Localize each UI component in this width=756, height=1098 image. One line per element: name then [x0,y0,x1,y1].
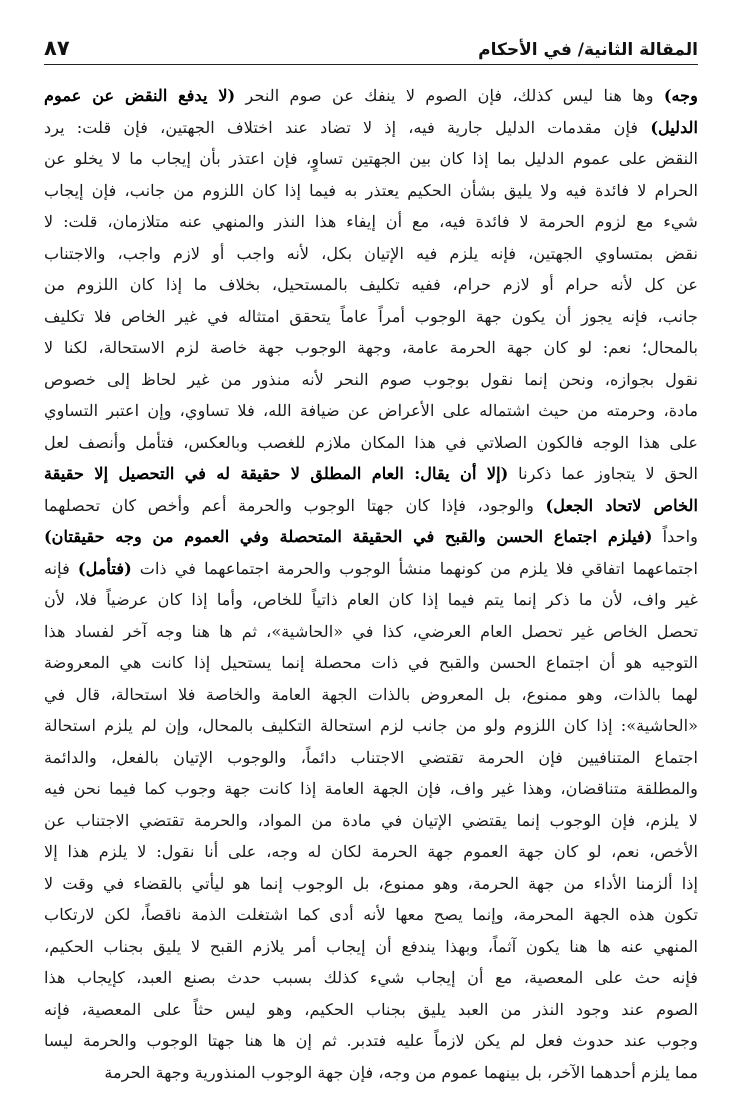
text-line [44,427,698,459]
text-segment: «الحاشية»: إذا كان اللزوم ولو من جانب لزم استحالة التكليف بالمحال، وإن لم يلزم استحالة [44,716,698,735]
text-line [44,1057,698,1089]
text-line [44,710,698,742]
bold-quoted-text: (إلا أن يقال: العام المطلق لا حقيقة له في التحصيل إلا حقيقة [44,464,509,483]
text-line [44,773,698,805]
text-line [44,175,698,207]
text-line [44,1025,698,1057]
text-segment: نقض بمتساوي الجهتين، فإنه يلزم فيه الإتيان بكل، لأنه واجب أو لازم واجب، والاجتناب [44,243,698,263]
text-line [44,994,698,1026]
text-line [44,332,698,364]
text-segment: المنهي عنه ها هنا يكون آثماً، وبهذا يندفع أن إيجاب أمر يلازم القبح لا يليق بجناب الحكيم، [44,936,698,956]
text-segment: على هذا الوجه فالكون الصلاتي في هذا المكان ملازم للغصب وبالعكس، فتأمل وأنصف لعل [44,432,698,452]
text-line [44,301,698,333]
text-line [44,553,698,585]
text-segment: الحق لا يتجاوز عما ذكرنا [508,464,698,483]
text-line [44,868,698,900]
text-line [44,206,698,238]
text-segment: لهما بالذات، وهو ممنوع، بل المعروض بالذات الجهة العامة والخاصة فلا استحالة، قال في [44,684,698,704]
text-segment: نقول بجوازه، ونحن إنما نقول بوجوب صوم النحر لأنه منذور من غير لحاظ إلى خصوص [44,369,698,389]
text-segment: تكون هذه الجهة المحرمة، وإنما يصح معها لأنه أدى كما اشتغلت الذمة ناقصاً، لكن لارتكاب [44,905,698,924]
running-title: المقالة الثانية/ في الأحكام [478,40,698,60]
header-rule [44,64,698,65]
bold-quoted-text: وجه) [663,86,698,105]
text-line [44,679,698,711]
text-line [44,143,698,175]
text-segment: تحصل الخاص غير تحصل العام العرضي، كذا في «الحاشية»، ثم ها هنا وجه آخر لفساد هذا [44,621,698,641]
text-segment: واحداً [652,527,698,546]
text-line [44,112,698,144]
text-line [44,742,698,774]
bold-quoted-text: الخاص لاتحاد الجعل) [545,495,698,515]
bold-quoted-text: الدليل) [650,117,698,137]
text-segment: بالمحال؛ نعم: لو كان جهة الحرمة عامة، وجهة الوجوب جهة خاصة لزم الاستحالة، لكنا لا [44,338,698,357]
text-segment: الصوم عند وجود النذر من العبد يليق بجناب الحكيم، وهو ليس حثاً على المعصية، فإنه [44,999,698,1019]
text-line [44,395,698,427]
text-line [44,364,698,396]
text-line [44,490,698,522]
page-number: ٨٧ [44,36,70,60]
text-line [44,584,698,616]
text-line [44,521,698,553]
text-segment: لا يلزم، فإن الوجوب إنما يقتضي الإتيان في مادة من المواد، والحرمة تقتضي الاجتناب عن [44,810,698,830]
body-text [44,80,698,1088]
text-segment: فإن مقدمات الدليل جارية فيه، إذ لا تضاد عند اختلاف الجهتين، فإن قلت: يرد [44,117,651,137]
text-segment: وجوب عند حدوث فعل لم يكن لازماً عليه فتدبر. ثم إن ها هنا جهتا الوجوب والحرمة ليسا [44,1031,698,1050]
text-line [44,931,698,963]
text-segment: فإنه [44,558,78,578]
text-segment: الأخص، نعم، لو كان جهة العموم جهة الحرمة لكان له وجه، على أنا نقول: لا يلزم هذا إلا [44,842,698,861]
text-segment: عن كل لأنه حرام أو لازم حرام، ففيه تكليف بالمستحيل، بخلاف ما إذا كان اللزوم من [44,275,698,294]
text-segment: شيء مع لزوم الحرمة لا فائدة فيه، مع أن إيفاء هذا النذر والمنهي عنه متلازمان، قلت: لا [44,212,698,231]
text-segment: مما يلزم أحدهما الآخر، بل بينهما عموم من وجه، فإن جهة الوجوب المنذورية وجهة الحرمة [104,1062,698,1082]
text-segment: فإنه حث على المعصية، مع أن إيجاب شيء كذلك بسبب حدث بصنع العبد، كإيجاب هذا [44,968,698,987]
text-segment: والمطلقة متناقضان، وهذا غير واف، فإن الجهة العامة إذا كانت جهة وجوب كما فيما نحن فيه [44,779,698,798]
text-segment: اجتماعهما اتفاقي فلا يلزم من كونهما منشأ الوجوب والحرمة اجتماعهما في ذات [131,558,698,578]
text-line [44,80,698,112]
text-line [44,269,698,301]
text-segment: جانب، فإنه يجوز أن يكون جهة الوجوب أمراً عاماً يتحقق امتثاله في غير الخاص فلا تكليف [44,306,698,326]
text-segment: غير واف، لأن ما ذكر إنما يتم فيما إذا كان العام ذاتياً للخاص، وأما إذا كان عرضياً فلا، لأن [44,590,698,609]
text-line [44,238,698,270]
page-header [44,26,698,60]
text-line [44,805,698,837]
text-segment: وها هنا ليس كذلك، فإن الصوم لا ينفك عن صوم النحر [235,86,664,105]
text-segment: اجتماع المتنافيين فإن الحرمة تقتضي الاجتناب دائماً، والوجوب الإتيان بالفعل، والدائمة [44,747,698,767]
text-line [44,899,698,931]
text-segment: مادة، وحرمته من حيث اشتماله على الأعراض عن ضيافة الله، فلا تساوي، وإن اعتبر التساوي [44,401,698,420]
text-segment: إذا ألزمنا الأداء من جهة الحرمة، وهو ممنوع، بل الوجوب إنما هو ليأتي بالقضاء في وقت لا [44,873,698,893]
bold-quoted-text: (لا يدفع النقض عن عموم [44,86,236,105]
text-line [44,836,698,868]
text-segment: النقض على عموم الدليل بما إذا كان بين الجهتين تساوٍ، فإن اعتذر بأن إيجاب ما لا يخلو عن [44,149,698,168]
text-segment: التوجيه هو أن اجتماع الحسن والقبح في ذات محصلة إنما يستحيل إذا كانت هي المعروضة [44,653,698,672]
text-line [44,647,698,679]
text-segment: والوجود، فإذا كان جهتا الوجوب والحرمة أعم وأخص كان تحصلهما [44,495,546,515]
text-line [44,616,698,648]
text-line [44,962,698,994]
text-segment: الحرام لا فائدة فيه ولا يليق بشأن الحكيم يعتذر به فيما إذا كان اللزوم من جانب، فإن إيجاب [44,180,698,200]
text-line [44,458,698,490]
bold-quoted-text: (فيلزم اجتماع الحسن والقبح في الحقيقة المتحصلة وفي العموم من وجه حقيقتان) [44,527,653,546]
bold-quoted-text: (فتأمل) [77,558,132,578]
